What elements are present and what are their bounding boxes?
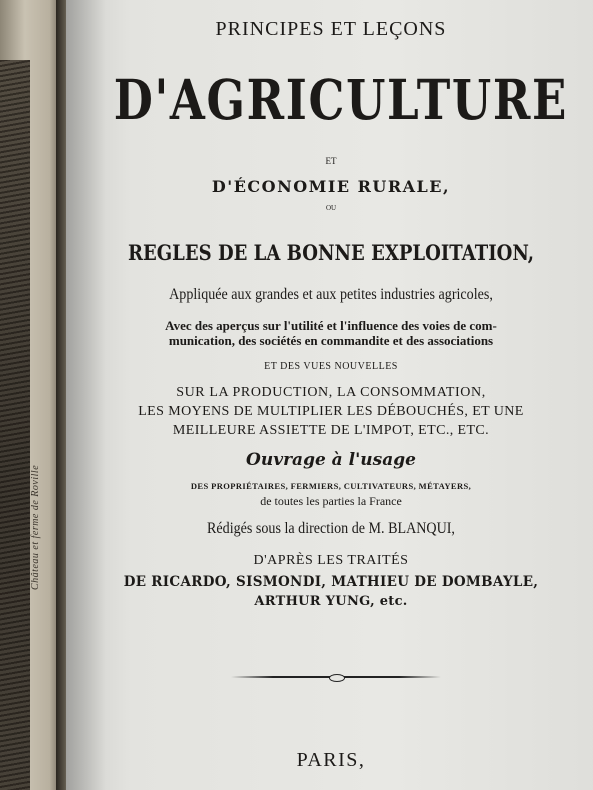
plate-caption: Château et ferme de Roville [30,464,41,590]
frontispiece-page [0,0,62,790]
title-main-agriculture: D'AGRICULTURE [113,67,569,132]
rule-ornament [329,674,345,682]
subtitle-regles: REGLES DE LA BONNE EXPLOITATION, [127,240,535,265]
imprint-city: PARIS, [296,749,366,771]
subtitle-appliquee: Appliquée aux grandes et aux petites industries agricoles, [169,286,493,303]
text-production-line-3: MEILLEURE ASSIETTE DE L'IMPOT, ETC., ETC. [172,423,490,438]
text-authors-line-2: ARTHUR YUNG, etc. [254,594,408,609]
text-proprietaires: DES PROPRIÉTAIRES, FERMIERS, CULTIVATEURS, MÉTAYERS, [190,481,472,491]
text-authors-line-1: DE RICARDO, SISMONDI, MATHIEU DE DOMBAYLE, [123,574,539,590]
title-line-ou: OU [325,204,337,212]
text-dapres-traites: D'APRÈS LES TRAITÉS [253,553,409,568]
text-toutes-parties: de toutes les parties la France [260,494,402,508]
text-production-line-2: LES MOYENS DE MULTIPLIER LES DÉBOUCHÉS, ET UNE [138,404,524,419]
title-line-et: ET [325,156,337,166]
text-apercus-line-2: munication, des sociétés en commandite et des associations [168,333,494,348]
text-production-line-1: SUR LA PRODUCTION, LA CONSOMMATION, [176,385,486,400]
text-vues-nouvelles: ET DES VUES NOUVELLES [264,361,398,372]
frontispiece-engraving [0,60,30,790]
title-line-principes: PRINCIPES ET LEÇONS [215,18,447,40]
ornamental-rule [231,674,441,680]
title-page [66,0,593,790]
text-rediges: Rédigés sous la direction de M. BLANQUI, [207,520,455,537]
title-line-economie: D'ÉCONOMIE RURALE, [211,177,451,196]
text-ouvrage: Ouvrage à l'usage [246,450,416,470]
text-apercus-line-1: Avec des aperçus sur l'utilité et l'influence des voies de com- [165,318,497,333]
